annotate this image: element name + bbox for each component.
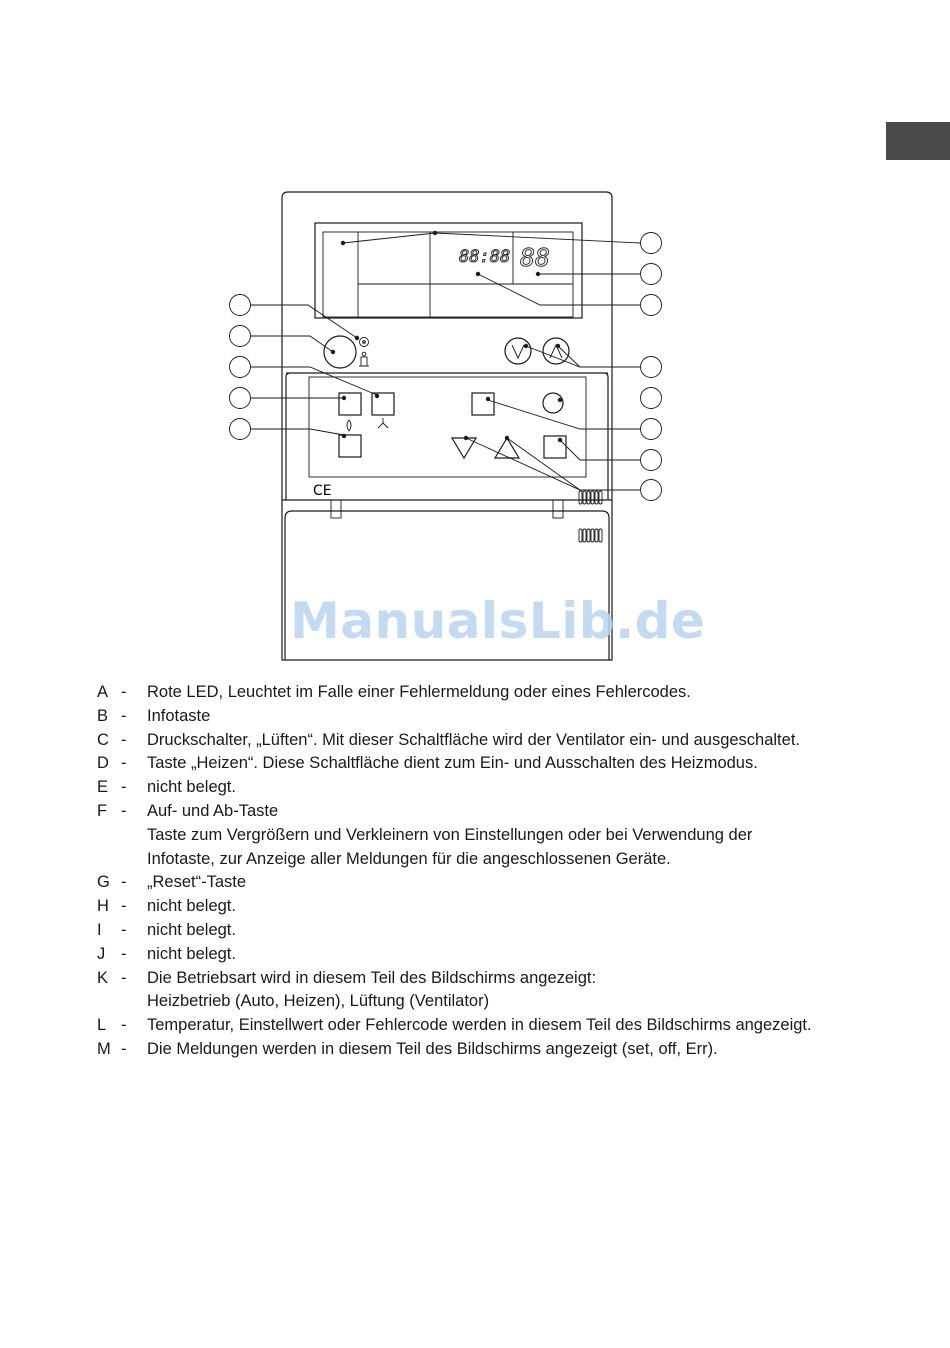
callout-circle-left-3 (230, 357, 251, 378)
legend-line: Die Meldungen werden in diesem Teil des Bildschirms angezeigt (set, off, Err). (147, 1039, 718, 1058)
leader-lines-right (343, 233, 640, 490)
down-button (505, 338, 531, 364)
legend-line: Taste zum Vergrößern und Verkleinern von Einstellungen oder bei Verwendung der (147, 825, 753, 844)
legend-key: M (97, 1039, 111, 1058)
legend-dash: - (121, 1039, 127, 1058)
callout-circle-right-1 (641, 233, 662, 254)
legend-key: D (97, 754, 109, 773)
legend-text (147, 705, 897, 729)
legend-item-l (97, 1014, 897, 1038)
legend-line: „Reset“-Taste (147, 873, 247, 892)
legend-line: nicht belegt. (147, 944, 236, 963)
legend-item-d (97, 752, 897, 776)
legend-key: I (97, 920, 102, 939)
legend-key: G (97, 873, 110, 892)
legend-text (147, 776, 897, 800)
vent-slots-lower (579, 529, 602, 542)
legend-item-h (97, 895, 897, 919)
unused-button-e (339, 435, 361, 457)
callout-circle-right-8 (641, 480, 662, 501)
ce-mark: CE (313, 483, 332, 499)
legend-text (147, 800, 897, 871)
legend-dash: - (121, 1016, 127, 1035)
watermark: ManualsLib.de (290, 592, 706, 650)
legend-dash: - (121, 944, 127, 963)
legend-text (147, 943, 897, 967)
callout-circle-right-5 (641, 388, 662, 409)
legend-item-a (97, 681, 897, 705)
heat-button (339, 393, 361, 415)
legend-line: nicht belegt. (147, 778, 236, 797)
callout-circle-left-1 (230, 295, 251, 316)
legend-dash: - (121, 778, 127, 797)
up-button (543, 338, 569, 364)
legend-line: nicht belegt. (147, 920, 236, 939)
legend-dash: - (121, 920, 127, 939)
legend-dash: - (121, 683, 127, 701)
callout-circle-right-4 (641, 357, 662, 378)
legend-dash: - (121, 897, 127, 916)
legend-dash: - (121, 873, 127, 892)
legend-item-m (97, 1038, 897, 1062)
flame-icon (347, 420, 351, 431)
info-button (324, 336, 356, 368)
hinge-left (331, 500, 341, 518)
legend-key: K (97, 968, 109, 987)
legend-line: Temperatur, Einstellwert oder Fehlercode werden in diesem Teil des Bildschirms angezeigt. (147, 1016, 812, 1035)
legend-text (147, 1014, 897, 1038)
callout-circle-left-5 (230, 419, 251, 440)
unused-button-h (544, 436, 566, 458)
legend-key: L (97, 1016, 107, 1035)
legend-dash: - (121, 730, 127, 749)
legend-key: C (97, 730, 109, 749)
legend-key: B (97, 706, 109, 725)
up-triangle-button (495, 438, 519, 458)
info-person-icon (359, 352, 369, 366)
callout-circle-right-6 (641, 419, 662, 440)
display-digits-right: 88 (520, 243, 551, 272)
legend-line: Infotaste, zur Anzeige aller Meldungen für die angeschlossenen Geräte. (147, 849, 671, 868)
legend-line: Infotaste (147, 706, 211, 725)
callout-circle-left-4 (230, 388, 251, 409)
legend-item-i (97, 919, 897, 943)
legend-text (147, 1038, 897, 1062)
housing-outline (282, 192, 612, 660)
callout-circle-left-2 (230, 326, 251, 347)
legend-item-g (97, 871, 897, 895)
legend-line: Druckschalter, „Lüften“. Mit dieser Schaltfläche wird der Ventilator ein- und ausgeschaltet. (147, 730, 800, 749)
legend-text (147, 895, 897, 919)
legend-line: Die Betriebsart wird in diesem Teil des Bildschirms angezeigt: (147, 968, 597, 987)
callout-circle-right-7 (641, 450, 662, 471)
vent-slots-upper (579, 491, 602, 504)
legend-line: Rote LED, Leuchtet im Falle einer Fehlermeldung oder eines Fehlercodes. (147, 683, 691, 701)
round-button (543, 393, 563, 413)
legend-key: J (97, 944, 106, 963)
legend-key: H (97, 897, 109, 916)
legend-item-c (97, 729, 897, 753)
fan-icon (378, 418, 388, 428)
legend-item-j (97, 943, 897, 967)
legend-key: F (97, 801, 108, 820)
legend-item-e (97, 776, 897, 800)
callout-circle-right-3 (641, 295, 662, 316)
legend-line: Auf- und Ab-Taste (147, 801, 279, 820)
legend-text (147, 919, 897, 943)
legend-text (147, 752, 897, 776)
legend-text (147, 967, 897, 1015)
legend-list (97, 681, 897, 1062)
legend-key: E (97, 778, 109, 797)
legend-item-b (97, 705, 897, 729)
legend-dash: - (121, 706, 127, 725)
legend-item-f (97, 800, 897, 871)
legend-line: nicht belegt. (147, 897, 236, 916)
callout-circle-right-2 (641, 264, 662, 285)
legend-dash: - (121, 801, 127, 820)
reset-button (472, 393, 494, 415)
legend-line: Heizbetrieb (Auto, Heizen), Lüftung (Ventilator) (147, 992, 490, 1011)
display-digits-left: 88:88 (459, 247, 511, 267)
legend-text (147, 871, 897, 895)
legend-dash: - (121, 968, 127, 987)
legend-key: A (97, 683, 109, 701)
legend-line: Taste „Heizen“. Diese Schaltfläche dient zum Ein- und Ausschalten des Heizmodus. (147, 754, 758, 773)
legend-text (147, 729, 897, 753)
hinge-right (553, 500, 563, 518)
legend-item-k (97, 967, 897, 1015)
legend-text (147, 681, 897, 705)
legend-dash: - (121, 754, 127, 773)
